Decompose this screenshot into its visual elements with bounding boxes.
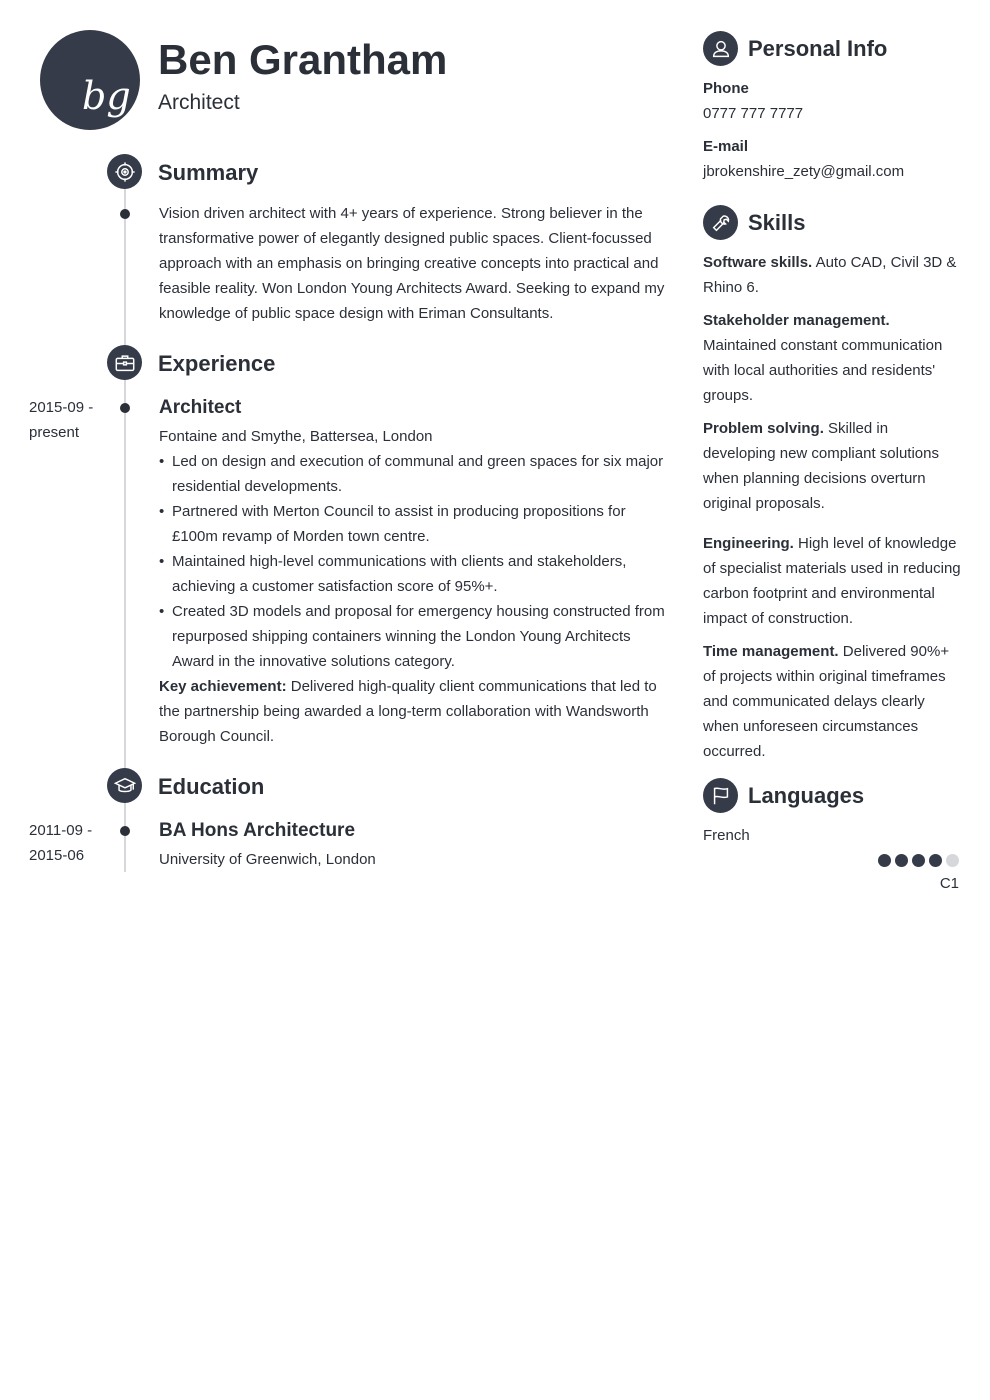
experience-job-title: Architect (159, 397, 242, 418)
timeline-dot (120, 403, 130, 413)
skill-desc: Delivered 90%+ of projects within original timeframes and communicated delays clearly when unforeseen circumstances occurred. (703, 643, 950, 760)
experience-bullet: • Led on design and execution of communal and green spaces for six major residential developments. (159, 449, 669, 499)
skill-name: Software skills. (703, 254, 813, 271)
key-achievement-text: Delivered high-quality client communications that led to the partnership being awarded a long-term collaboration with Wandsworth Borough Council. (159, 678, 657, 745)
skill-item (703, 416, 961, 516)
email-value: jbrokenshire_zety@gmail.com (703, 163, 905, 180)
skill-name: Problem solving. (703, 420, 824, 437)
timeline-line (124, 170, 126, 872)
email-label: E-mail (703, 138, 749, 155)
skill-item (703, 639, 961, 764)
skill-desc: Maintained constant communication with local authorities and residents' groups. (703, 337, 943, 404)
key-achievement-label: Key achievement: (159, 678, 287, 695)
education-date-start: 2011-09 - (29, 822, 93, 839)
experience-bullets (159, 449, 669, 674)
experience-date (29, 395, 109, 445)
wrench-icon (703, 205, 738, 240)
rating-dot-empty (946, 854, 959, 867)
candidate-name: Ben Grantham (158, 36, 448, 83)
personal-info-heading: Personal Info (748, 36, 888, 61)
timeline-dot (120, 209, 130, 219)
graduation-cap-icon (107, 768, 142, 803)
experience-bullet: • Maintained high-level communications with clients and stakeholders, achieving a customer satisfaction score of 95%+. (159, 549, 669, 599)
phone-label: Phone (703, 80, 749, 97)
skill-desc: High level of knowledge of specialist materials used in reducing carbon footprint and environmental impact of construction. (703, 535, 961, 627)
education-date (29, 818, 109, 868)
rating-dot-filled (895, 854, 908, 867)
experience-date-start: 2015-09 - (29, 399, 94, 416)
summary-heading: Summary (158, 160, 259, 185)
experience-bullet: • Partnered with Merton Council to assist in producing propositions for £100m revamp of Morden town centre. (159, 499, 669, 549)
rating-dot-filled (878, 854, 891, 867)
skill-name: Stakeholder management. (703, 312, 890, 329)
skill-item (703, 250, 961, 300)
timeline-dot (120, 826, 130, 836)
candidate-title: Architect (158, 91, 240, 114)
monogram-avatar (40, 30, 140, 130)
experience-details (159, 424, 669, 749)
language-level: C1 (939, 875, 959, 892)
experience-date-end: present (29, 424, 80, 441)
rating-dot-filled (912, 854, 925, 867)
skill-name: Time management. (703, 643, 839, 660)
experience-company: Fontaine and Smythe, Battersea, London (159, 428, 433, 445)
education-degree: BA Hons Architecture (159, 820, 356, 841)
monogram-text: bg (82, 74, 131, 118)
education-heading: Education (158, 774, 265, 799)
languages-heading: Languages (748, 783, 865, 808)
rating-dot-filled (929, 854, 942, 867)
personal-info-block (703, 76, 961, 184)
skill-item (703, 308, 961, 408)
education-school: University of Greenwich, London (159, 851, 376, 868)
briefcase-icon (107, 345, 142, 380)
language-name: French (703, 827, 750, 844)
education-date-end: 2015-06 (29, 847, 85, 864)
skills-list (703, 250, 961, 764)
skills-heading: Skills (748, 210, 806, 235)
person-icon (703, 31, 738, 66)
skill-name: Engineering. (703, 535, 794, 552)
experience-heading: Experience (158, 351, 276, 376)
target-icon (107, 154, 142, 189)
skill-desc: Skilled in developing new compliant solutions when planning decisions overturn original proposals. (703, 420, 939, 512)
summary-text: Vision driven architect with 4+ years of experience. Strong believer in the transformative power of elegantly designed public spaces. Client-focussed approach with an emphasis on bringing creative concepts into practical and feasible reality. Won London Young Architects Award. Seeking to expand my knowledge of public space design with Eriman Consultants. (159, 205, 665, 322)
skill-desc: Auto CAD, Civil 3D & Rhino 6. (703, 254, 957, 296)
skill-item (703, 531, 961, 631)
language-rating (878, 854, 959, 867)
experience-bullet: • Created 3D models and proposal for emergency housing constructed from repurposed shipping containers winning the London Young Architects Award in the innovative solutions category. (159, 599, 669, 674)
flag-icon (703, 778, 738, 813)
key-achievement (159, 674, 669, 749)
phone-value: 0777 777 7777 (703, 105, 804, 122)
